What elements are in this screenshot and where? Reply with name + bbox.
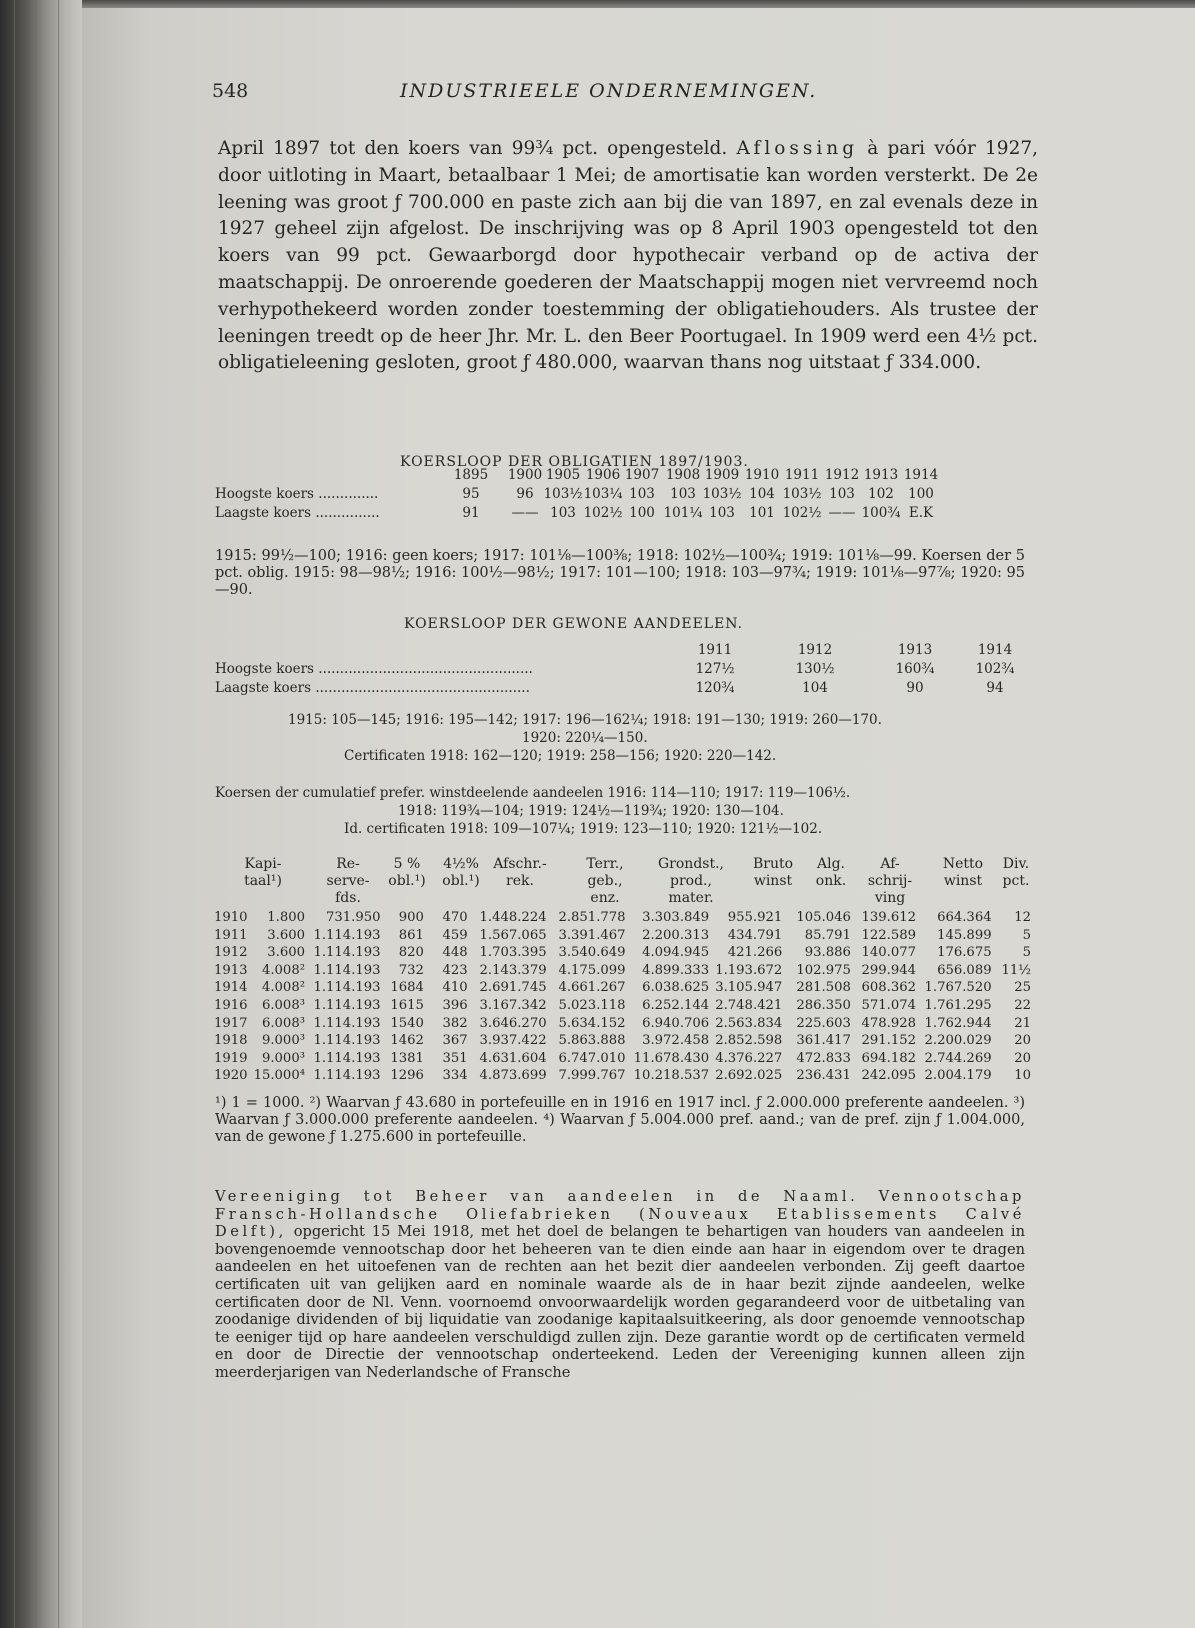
- row-year: 1912: [214, 945, 248, 961]
- bonds-high-value: 100: [908, 486, 934, 502]
- table-cell: 2.143.379: [479, 962, 547, 978]
- table-cell: 448: [442, 945, 468, 961]
- table-cell: 1.114.193: [313, 927, 381, 943]
- cumulative-line-2: 1918: 119¾—104; 1919: 124½—119¾; 1920: 130—104.: [398, 803, 784, 819]
- intro-paragraph: [218, 136, 1038, 377]
- table-cell: 85.791: [804, 927, 851, 943]
- bonds-low-value: 103: [550, 505, 576, 521]
- bonds-high-label: Hoogste koers ..............: [215, 486, 379, 502]
- table-cell: 6.008³: [261, 1015, 305, 1031]
- table-cell: 242.095: [861, 1068, 917, 1084]
- table-cell: 955.921: [727, 910, 783, 925]
- table-cell: 6.747.010: [558, 1050, 626, 1066]
- table-cell: 2.563.834: [715, 1015, 783, 1031]
- table-cell: 5.634.152: [558, 1015, 626, 1031]
- table-cell: 472.833: [796, 1050, 851, 1066]
- bonds-high-value: 96: [516, 486, 534, 502]
- table-cell: 1.114.193: [313, 962, 381, 978]
- page-edge-line: [36, 0, 37, 1628]
- table-cell: 15.000⁴: [253, 1068, 305, 1084]
- bonds-high-value: 102: [868, 486, 894, 502]
- table-cell: 4.661.267: [558, 980, 626, 996]
- vereeniging-text: opgericht 15 Mei 1918, met het doel de belangen te behartigen van houders van aandeelen in bovengenoemde vennootschap door het beheeren van te dien einde aan haar in eigendom over te dragen aandeelen en het uitoefenen van de rechten aan het bezit dier aandeelen verbonden. Zij geeft daartoe certificaten uit van gelijken aard en nominale waarde als de in haar bezit zijnde aandeelen, welke certificaten door de Nl. Venn. voornoemd onvoorwaardelijk worden gegarandeerd voor de uitbetaling van zoodanige dividenden of bij liquidatie van zoodanige kapitaalsuitkeering, als door genoemde vennootschap te eeniger tijd op hare aandeelen verschuldigd zullen zijn. Deze garantie wordt op de certificaten vermeld en door de Directie der vennootschap onderteekend. Leden der Vereeniging kunnen alleen zijn meerderjarigen van Nederlandsche of Fransche: [215, 1223, 1025, 1381]
- table-cell: 1.114.193: [313, 997, 381, 1013]
- table-cell: 4.008²: [261, 962, 305, 978]
- col-header-afschrijving: Af- schrij- ving: [867, 856, 913, 906]
- bonds-high-value: 103: [629, 486, 655, 502]
- table-row: [214, 1050, 1034, 1068]
- bonds-title: KOERSLOOP DER OBLIGATIEN 1897/1903.: [400, 454, 749, 470]
- table-cell: 2.851.778: [558, 910, 626, 925]
- table-cell: 4.631.604: [479, 1050, 547, 1066]
- table-cell: 3.167.342: [479, 997, 547, 1013]
- table-cell: 1615: [390, 997, 424, 1013]
- table-cell: 1.800: [267, 910, 305, 925]
- shares-year: 1912: [797, 642, 833, 658]
- col-header-afschr: Afschr.- rek.: [493, 856, 547, 889]
- table-cell: 286.350: [796, 997, 851, 1013]
- intro-text-1: April 1897 tot den koers van 99¾ pct. opengesteld.: [218, 138, 737, 159]
- table-cell: 732: [398, 962, 424, 978]
- col-header-5pct: 5 % obl.¹): [388, 856, 426, 889]
- page-edge-line: [14, 0, 15, 1628]
- table-cell: 176.675: [937, 945, 992, 961]
- row-year: 1913: [214, 962, 248, 978]
- table-cell: 656.089: [937, 962, 992, 978]
- table-cell: 236.431: [796, 1068, 851, 1084]
- table-cell: 900: [398, 910, 424, 925]
- table-cell: 22: [1014, 997, 1031, 1013]
- table-cell: 382: [442, 1015, 468, 1031]
- table-row: [214, 997, 1034, 1015]
- table-cell: 20: [1014, 1050, 1031, 1066]
- table-cell: 140.077: [861, 945, 917, 961]
- col-header-terr: Terr., geb., enz.: [586, 856, 624, 906]
- table-cell: 6.940.706: [642, 1015, 710, 1031]
- col-header-alg: Alg. onk.: [815, 856, 847, 889]
- row-year: 1917: [214, 1015, 248, 1031]
- table-cell: 6.038.625: [642, 980, 710, 996]
- running-title: INDUSTRIEELE ONDERNEMINGEN.: [400, 80, 818, 102]
- bonds-year: 1912: [824, 467, 860, 483]
- bonds-year: 1910: [744, 467, 780, 483]
- table-cell: 1540: [390, 1015, 424, 1031]
- table-cell: 351: [442, 1050, 468, 1066]
- bonds-year: 1908: [665, 467, 701, 483]
- col-header-bruto: Bruto winst: [752, 856, 794, 889]
- shares-year: 1911: [697, 642, 733, 658]
- table-cell: 4.008²: [261, 980, 305, 996]
- table-cell: 1.114.193: [313, 1015, 381, 1031]
- cumulative-line-3: Id. certificaten 1918: 109—107¼; 1919: 123—110; 1920: 121½—102.: [344, 821, 823, 837]
- table-cell: 820: [398, 945, 424, 961]
- footnotes: ¹) 1 = 1000. ²) Waarvan ƒ 43.680 in portefeuille en in 1916 en 1917 incl. ƒ 2.000.000 preferente aandeelen. ³) Waarvan ƒ 3.000.000 preferente aandeelen. ⁴) Waarvan ƒ 5.004.000 pref. aand.; van de pref. zijn ƒ 1.004.000, van de gewone ƒ 1.275.600 in portefeuille.: [215, 1095, 1025, 1145]
- table-cell: 102.975: [796, 962, 851, 978]
- table-row: [214, 1067, 1034, 1085]
- table-row: [214, 944, 1034, 962]
- table-cell: 361.417: [796, 1033, 851, 1049]
- bonds-high-value: 103¼: [583, 486, 623, 502]
- table-cell: 2.004.179: [924, 1068, 992, 1084]
- bonds-high-value: 103: [829, 486, 855, 502]
- table-cell: 3.391.467: [558, 927, 626, 943]
- shares-high-value: 127½: [695, 661, 735, 677]
- table-cell: 664.364: [937, 910, 992, 925]
- cumulative-line-1: Koersen der cumulatief prefer. winstdeelende aandeelen 1916: 114—110; 1917: 119—106½.: [215, 785, 851, 801]
- table-cell: 2.691.745: [479, 980, 547, 996]
- table-cell: 5.863.888: [558, 1033, 626, 1049]
- running-header: [0, 80, 1195, 110]
- table-cell: 410: [442, 980, 468, 996]
- row-year: 1918: [214, 1033, 248, 1049]
- table-cell: 3.646.270: [479, 1015, 547, 1031]
- shares-high-value: 160¾: [895, 661, 935, 677]
- table-cell: 2.200.313: [642, 927, 710, 943]
- table-cell: 9.000³: [261, 1033, 305, 1049]
- table-cell: 145.899: [937, 927, 992, 943]
- financial-table: [214, 909, 1034, 1085]
- bonds-low-value: 101¼: [663, 505, 703, 521]
- table-cell: 5.023.118: [558, 997, 626, 1013]
- shares-year: 1913: [897, 642, 933, 658]
- table-cell: 459: [442, 927, 468, 943]
- bonds-year: 1909: [704, 467, 740, 483]
- bonds-low-value: 101: [749, 505, 775, 521]
- table-row: [214, 979, 1034, 997]
- table-cell: 225.603: [796, 1015, 851, 1031]
- table-cell: 2.852.598: [715, 1033, 783, 1049]
- table-cell: 122.589: [861, 927, 917, 943]
- shares-note-3: Certificaten 1918: 162—120; 1919: 258—156; 1920: 220—142.: [344, 748, 777, 764]
- table-cell: 1.114.193: [313, 980, 381, 996]
- page-number: 548: [212, 80, 249, 102]
- table-cell: 3.303.849: [642, 910, 710, 925]
- shares-low-value: 120¾: [695, 680, 735, 696]
- bonds-low-label: Laagste koers ...............: [215, 505, 380, 521]
- col-header-div: Div. pct.: [1002, 856, 1030, 889]
- bonds-low-value: 103: [709, 505, 735, 521]
- bonds-note: 1915: 99½—100; 1916: geen koers; 1917: 101⅛—100⅜; 1918: 102½—100¾; 1919: 101⅛—99. Koersen der 5 pct. oblig. 1915: 98—98½; 1916: 100½—98½; 1917: 101—100; 1918: 103—97¾; 1919: 101⅛—97⅞; 1920: 95—90.: [215, 548, 1025, 598]
- bonds-high-value: 103: [670, 486, 696, 502]
- table-cell: 5: [1022, 927, 1031, 943]
- table-cell: 12: [1014, 910, 1031, 925]
- row-year: 1920: [214, 1068, 248, 1084]
- table-cell: 4.376.227: [715, 1050, 783, 1066]
- table-cell: 421.266: [727, 945, 783, 961]
- bonds-high-value: 95: [462, 486, 480, 502]
- table-cell: 1.114.193: [313, 1068, 381, 1084]
- bonds-low-value: 100: [629, 505, 655, 521]
- bonds-year: 1900: [507, 467, 543, 483]
- table-cell: 367: [442, 1033, 468, 1049]
- bonds-high-value: 104: [749, 486, 775, 502]
- table-cell: 1.114.193: [313, 1050, 381, 1066]
- intro-aflossing: Aflossing: [736, 138, 859, 159]
- table-cell: 1296: [390, 1068, 424, 1084]
- table-cell: 299.944: [861, 962, 917, 978]
- table-cell: 1684: [390, 980, 424, 996]
- shares-title: KOERSLOOP DER GEWONE AANDEELEN.: [404, 616, 744, 632]
- table-cell: 2.692.025: [715, 1068, 783, 1084]
- table-row: [214, 1015, 1034, 1033]
- table-cell: 1.448.224: [479, 910, 547, 925]
- shares-note-2: 1920: 220¼—150.: [522, 730, 648, 746]
- table-cell: 2.200.029: [924, 1033, 992, 1049]
- table-cell: 3.972.458: [642, 1033, 710, 1049]
- table-cell: 4.175.099: [558, 962, 626, 978]
- table-cell: 608.362: [861, 980, 917, 996]
- bonds-low-value: 102½: [583, 505, 623, 521]
- bonds-year: 1907: [624, 467, 660, 483]
- table-cell: 1.114.193: [313, 945, 381, 961]
- bonds-year: 1913: [863, 467, 899, 483]
- table-cell: 571.074: [861, 997, 917, 1013]
- table-cell: 1381: [390, 1050, 424, 1066]
- col-header-grondst: Grondst., prod., mater.: [658, 856, 724, 906]
- table-cell: 3.937.422: [479, 1033, 547, 1049]
- table-cell: 4.899.333: [642, 962, 710, 978]
- table-cell: 1.767.520: [924, 980, 992, 996]
- shares-low-value: 94: [986, 680, 1004, 696]
- bonds-high-value: 103½: [543, 486, 583, 502]
- bonds-year: 1905: [545, 467, 581, 483]
- row-year: 1914: [214, 980, 248, 996]
- row-year: 1919: [214, 1050, 248, 1066]
- table-cell: 434.791: [727, 927, 783, 943]
- table-cell: 10: [1014, 1068, 1031, 1084]
- table-cell: 11½: [1001, 962, 1031, 978]
- bonds-low-value: 102½: [782, 505, 822, 521]
- table-cell: 334: [442, 1068, 468, 1084]
- table-cell: 861: [398, 927, 424, 943]
- table-cell: 291.152: [861, 1033, 917, 1049]
- table-cell: 9.000³: [261, 1050, 305, 1066]
- bonds-high-value: 103½: [782, 486, 822, 502]
- table-cell: 6.008³: [261, 997, 305, 1013]
- table-cell: 4.094.945: [642, 945, 710, 961]
- shares-high-value: 102¾: [975, 661, 1015, 677]
- table-row: [214, 909, 1034, 927]
- table-cell: 6.252.144: [642, 997, 710, 1013]
- table-cell: 2.744.269: [924, 1050, 992, 1066]
- table-cell: 25: [1014, 980, 1031, 996]
- vereeniging-paragraph: [215, 1188, 1025, 1382]
- row-year: 1911: [214, 927, 248, 943]
- bonds-low-value: E.K: [908, 505, 934, 521]
- table-cell: 1.567.065: [479, 927, 547, 943]
- shares-high-value: 130½: [795, 661, 835, 677]
- shares-year: 1914: [977, 642, 1013, 658]
- table-cell: 93.886: [804, 945, 851, 961]
- page-edge-line: [58, 0, 59, 1628]
- table-row: [214, 927, 1034, 945]
- table-cell: 423: [442, 962, 468, 978]
- table-cell: 2.748.421: [715, 997, 783, 1013]
- table-cell: 1.193.672: [715, 962, 783, 978]
- bonds-year: 1906: [585, 467, 621, 483]
- table-cell: 3.105.947: [715, 980, 783, 996]
- bonds-year: 1911: [784, 467, 820, 483]
- table-row: [214, 962, 1034, 980]
- table-cell: 3.600: [267, 945, 305, 961]
- shares-high-label: Hoogste koers ..................................................: [215, 661, 533, 677]
- table-cell: 10.218.537: [633, 1068, 710, 1084]
- table-cell: 11.678.430: [633, 1050, 710, 1066]
- table-row: [214, 1032, 1034, 1050]
- table-cell: 21: [1014, 1015, 1031, 1031]
- table-cell: 396: [442, 997, 468, 1013]
- table-cell: 105.046: [796, 910, 851, 925]
- table-cell: 731.950: [326, 910, 381, 925]
- bonds-low-value: 91: [462, 505, 480, 521]
- table-cell: 1.762.944: [924, 1015, 992, 1031]
- book-spine: [0, 0, 82, 1628]
- shares-low-value: 90: [906, 680, 924, 696]
- table-cell: 470: [442, 910, 468, 925]
- table-cell: 281.508: [796, 980, 851, 996]
- table-cell: 3.600: [267, 927, 305, 943]
- table-cell: 7.999.767: [558, 1068, 626, 1084]
- col-header-45pct: 4½% obl.¹): [442, 856, 480, 889]
- bonds-year: 1895: [453, 467, 489, 483]
- bonds-year: 1914: [903, 467, 939, 483]
- table-cell: 3.540.649: [558, 945, 626, 961]
- bonds-high-value: 103½: [702, 486, 742, 502]
- bonds-low-value: 100¾: [861, 505, 901, 521]
- table-cell: 4.873.699: [479, 1068, 547, 1084]
- shares-low-label: Laagste koers ..................................................: [215, 680, 530, 696]
- col-header-reserve: Re- serve- fds.: [326, 856, 370, 906]
- table-cell: 1462: [390, 1033, 424, 1049]
- col-header-kapitaal: Kapi- taal¹): [244, 856, 282, 889]
- bonds-low-value: ——: [828, 505, 856, 521]
- table-cell: 1.114.193: [313, 1033, 381, 1049]
- bonds-low-value: ——: [511, 505, 539, 521]
- table-cell: 5: [1022, 945, 1031, 961]
- table-cell: 20: [1014, 1033, 1031, 1049]
- table-cell: 1.703.395: [479, 945, 547, 961]
- table-cell: 1.761.295: [924, 997, 992, 1013]
- row-year: 1910: [214, 910, 248, 925]
- vereeniging-name: Vereeniging tot Beheer van aandeelen in de Naaml. Vennootschap Fransch-Hollandsche Oliefabrieken (Nouveaux Etablissements Calvé Delft),: [215, 1188, 1025, 1241]
- intro-text-2: à pari vóór 1927, door uitloting in Maart, betaalbaar 1 Mei; de amortisatie kan worden versterkt. De 2e leening was groot ƒ 700.000 en paste zich aan bij die van 1897, en zal evenals deze in 1927 geheel zijn afgelost. De inschrijving was op 8 April 1903 opengesteld tot den koers van 99 pct. Gewaarborgd door hypothecair verband op de activa der maatschappij. De onroerende goederen der Maatschappij mogen niet vervreemd noch verhypothekeerd worden zonder toestemming der obligatiehouders. Als trustee der leeningen treedt op de heer Jhr. Mr. L. den Beer Poortugael. In 1909 werd een 4½ pct. obligatieleening gesloten, groot ƒ 480.000, waarvan thans nog uitstaat ƒ 334.000.: [218, 138, 1038, 374]
- table-cell: 139.612: [861, 910, 917, 925]
- shares-note-1: 1915: 105—145; 1916: 195—142; 1917: 196—162¼; 1918: 191—130; 1919: 260—170.: [288, 712, 882, 728]
- row-year: 1916: [214, 997, 248, 1013]
- col-header-netto: Netto winst: [942, 856, 984, 889]
- table-cell: 478.928: [861, 1015, 917, 1031]
- table-cell: 694.182: [861, 1050, 917, 1066]
- shares-low-value: 104: [802, 680, 828, 696]
